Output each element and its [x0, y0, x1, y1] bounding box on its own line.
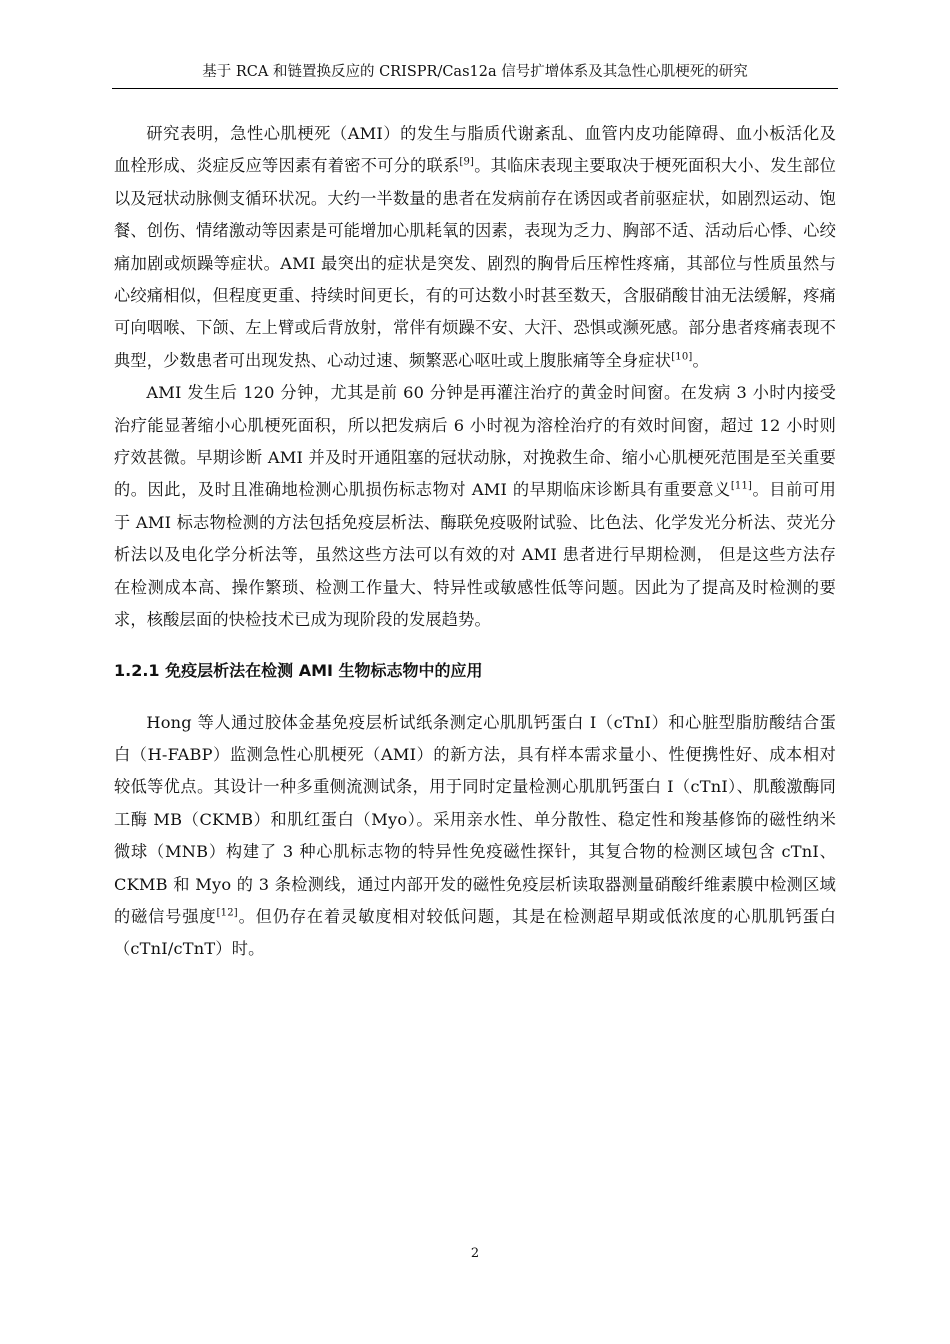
paragraph-text: 。目前可用于 AMI 标志物检测的方法包括免疫层析法、酶联免疫吸附试验、比色法、化学发光分析法、荧光分析法以及电化学分析法等，虽然这些方法可以有效的对 AMI 患者进行早期检测， 但是这些方法存在检测成本高、操作繁琐、检测工作量大、特异性或敏感性低等问题。因此为了提高及时检测的要求，核酸层面的快检技术已成为现阶段的发展趋势。 [114, 480, 836, 630]
section-heading: 1.2.1 免疫层析法在检测 AMI 生物标志物中的应用 [114, 660, 483, 680]
paragraph-text: Hong 等人通过胶体金基免疫层析试纸条测定心肌肌钙蛋白 I（cTnI）和心脏型脂肪酸结合蛋白（H-FABP）监测急性心肌梗死（AMI）的新方法，具有样本需求量小、性便携性好、成本相对较低等优点。其设计一种多重侧流测试条，用于同时定量检测心肌肌钙蛋白 I（cTnI）、肌酸激酶同工酶 MB（CKMB）和肌红蛋白（Myo）。采用亲水性、单分散性、稳定性和羧基修饰的磁性纳米微球（MNB）构建了 3 种心肌标志物的特异性免疫磁性探针，其复合物的检测区域包含 cTnI、CKMB 和 Myo 的 3 条检测线，通过内部开发的磁性免疫层析读取器测量硝酸纤维素膜中检测区域的磁信号强度 [114, 712, 836, 926]
paragraph-text: 研究表明，急性心肌梗死（AMI）的发生与脂质代谢紊乱、血管内皮功能障碍、血小板活化及血栓形成、炎症反应等因素有着密不可分的联系 [114, 124, 836, 176]
citation-ref: [9] [459, 157, 475, 169]
paragraph-text: 。 [692, 350, 709, 370]
paragraph-ami-diagnosis [114, 377, 836, 636]
paragraph-text: 。但仍存在着灵敏度相对较低问题，其是在检测超早期或低浓度的心肌肌钙蛋白（cTnI/cTnT）时。 [114, 906, 837, 959]
citation-ref: [10] [671, 351, 693, 363]
citation-ref: [12] [216, 907, 238, 919]
paragraph-ami-pathogenesis [114, 118, 836, 377]
paragraph-text: AMI 发生后 120 分钟，尤其是前 60 分钟是再灌注治疗的黄金时间窗。在发病 3 小时内接受治疗能显著缩小心肌梗死面积，所以把发病后 6 小时视为溶栓治疗的有效时间窗，超过 12 小时则疗效甚微。早期诊断 AMI 并及时开通阻塞的冠状动脉，对挽救生命、缩小心肌梗死范围是至关重要的。因此，及时且准确地检测心肌损伤标志物对 AMI 的早期临床诊断具有重要意义 [114, 383, 836, 500]
paragraph-immunochromatography [114, 707, 836, 966]
running-header: 基于 RCA 和链置换反应的 CRISPR/Cas12a 信号扩增体系及其急性心肌梗死的研究 [202, 64, 748, 80]
paragraph-text: 。其临床表现主要取决于梗死面积大小、发生部位以及冠状动脉侧支循环状况。大约一半数量的患者在发病前存在诱因或者前驱症状，如剧烈运动、饱餐、创伤、情绪激动等因素是可能增加心肌耗氧的因素，表现为乏力、胸部不适、活动后心悸、心绞痛加剧或烦躁等症状。AMI 最突出的症状是突发、剧烈的胸骨后压榨性疼痛，其部位与性质虽然与心绞痛相似，但程度更重、持续时间更长，有的可达数小时甚至数天，含服硝酸甘油无法缓解，疼痛可向咽喉、下颌、左上臂或后背放射，常伴有烦躁不安、大汗、恐惧或濒死感。部分患者疼痛表现不典型，少数患者可出现发热、心动过速、频繁恶心呕吐或上腹胀痛等全身症状 [114, 156, 836, 370]
document-body [114, 118, 836, 966]
page-number: 2 [470, 1246, 480, 1261]
header-rule [112, 88, 838, 89]
citation-ref: [11] [730, 481, 753, 493]
